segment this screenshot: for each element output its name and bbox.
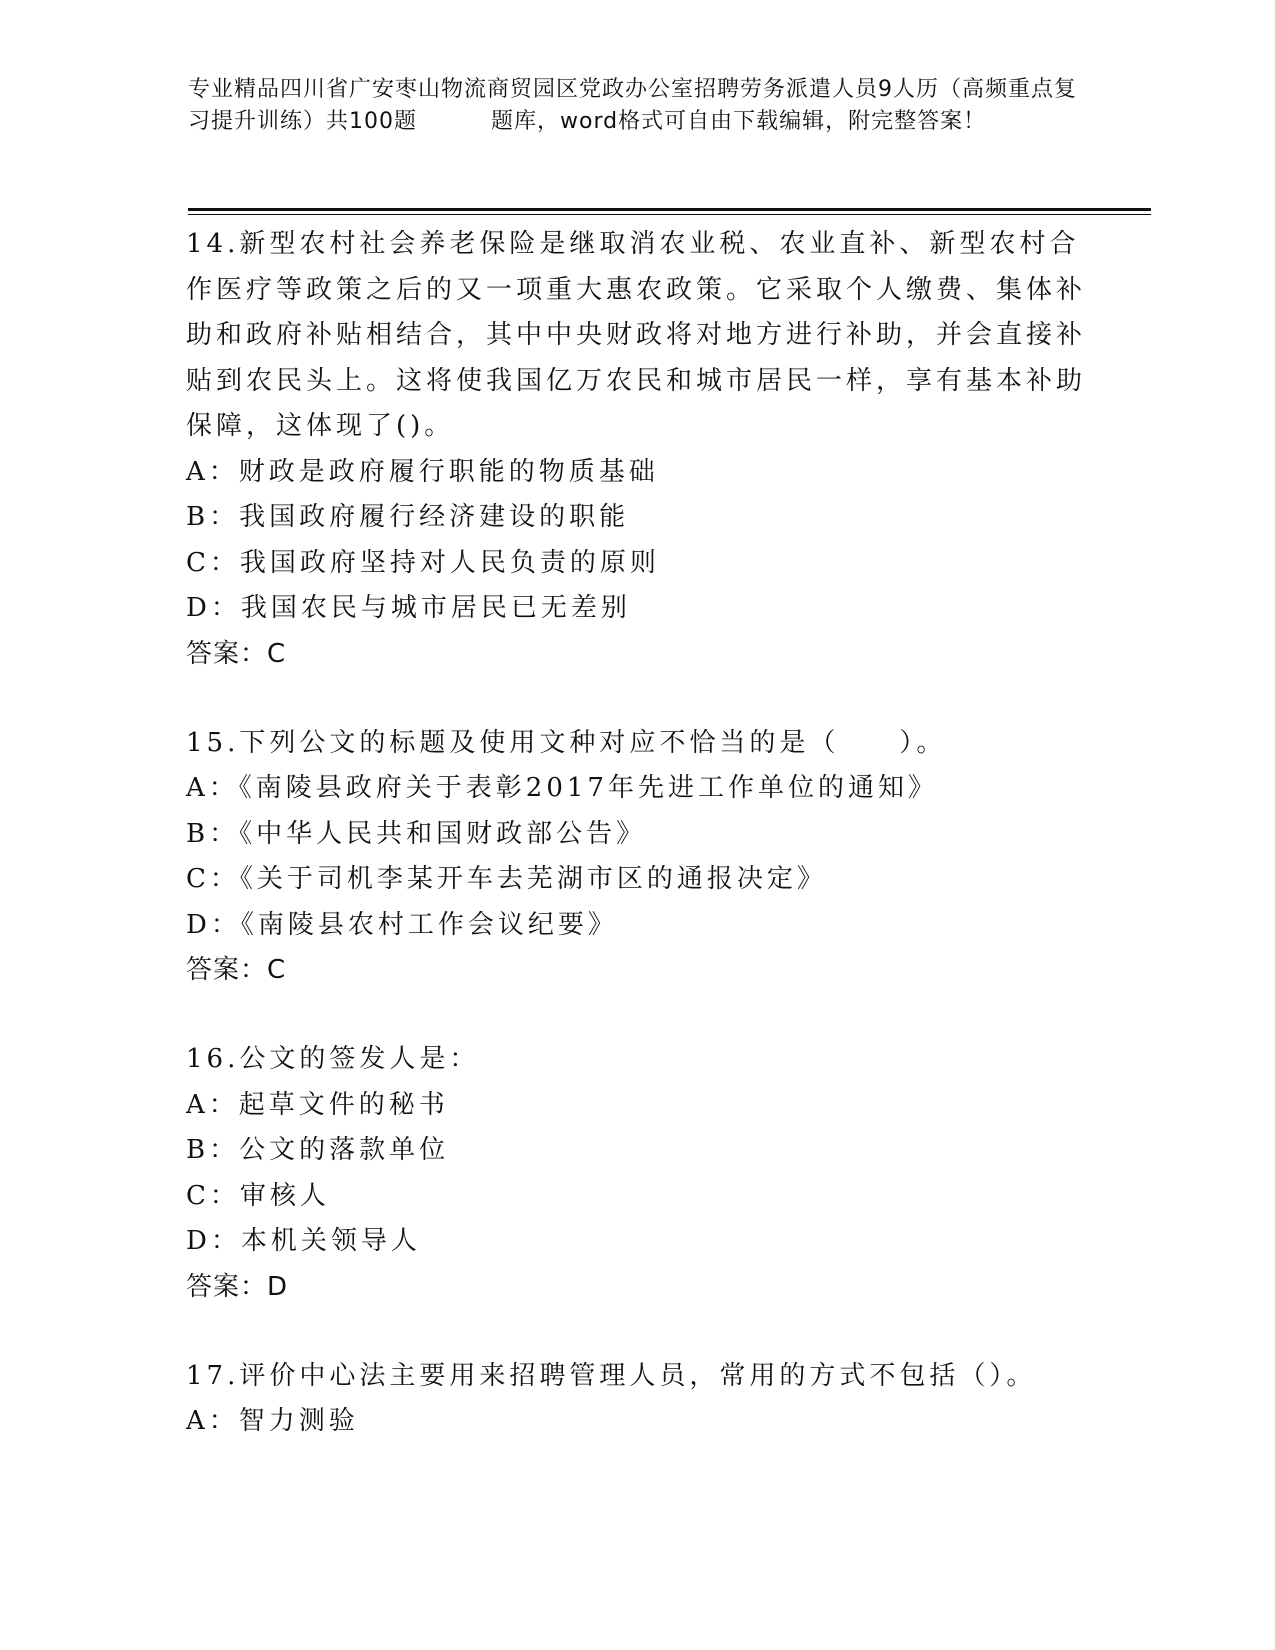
option-b: B：我国政府履行经济建设的职能 xyxy=(186,502,630,532)
option-b: B：《中华人民共和国财政部公告》 xyxy=(186,818,647,849)
option-c: C：《关于司机李某开车去芜湖市区的通报决定》 xyxy=(186,864,827,894)
answer: 答案：C xyxy=(186,955,287,985)
question-spacer xyxy=(186,993,1086,1037)
question-text: 14.新型农村社会养老保险是继取消农业税、农业直补、新型农村合作医疗等政策之后的又一项重大惠农政策。它采取个人缴费、集体补助和政府补贴相结合，其中中央财政将对地方进行补助，并会直接补贴到农民头上。这将使我国亿万农民和城市居民一样，享有基本补助保障，这体现了()。 xyxy=(186,229,1087,441)
question-text: 15.下列公文的标题及使用文种对应不恰当的是（ ）。 xyxy=(186,727,947,758)
option-b: B：公文的落款单位 xyxy=(186,1135,450,1165)
option-a: A：《南陵县政府关于表彰2017年先进工作单位的通知》 xyxy=(186,773,938,803)
option-a: A：起草文件的秘书 xyxy=(186,1089,449,1120)
option-c: C：审核人 xyxy=(186,1180,330,1211)
answer: 答案：D xyxy=(186,1271,289,1302)
question-17 xyxy=(186,1354,1086,1445)
header-divider-thin xyxy=(188,214,1151,215)
answer: 答案：C xyxy=(186,638,287,669)
question-14 xyxy=(186,222,1086,721)
header-subtitle: 题库，word格式可自由下载编辑，附完整答案！ xyxy=(491,109,987,134)
question-text: 16.公文的签发人是： xyxy=(186,1044,480,1074)
question-list xyxy=(186,222,1086,1445)
question-spacer xyxy=(186,677,1086,721)
option-d: D：我国农民与城市居民已无差别 xyxy=(186,593,631,623)
header-divider-thick xyxy=(188,208,1151,211)
question-16 xyxy=(186,1037,1086,1354)
question-text: 17.评价中心法主要用来招聘管理人员，常用的方式不包括（）。 xyxy=(186,1360,1037,1391)
header-title: 专业精品四川省广安枣山物流商贸园区党政办公室招聘劳务派遣人员9人历（高频重点复习提升训练）共100题 xyxy=(188,77,1077,134)
option-a: A：财政是政府履行职能的物质基础 xyxy=(186,456,659,487)
question-15 xyxy=(186,721,1086,1038)
option-c: C：我国政府坚持对人民负责的原则 xyxy=(186,547,660,578)
option-d: D：本机关领导人 xyxy=(186,1226,421,1256)
option-a: A：智力测验 xyxy=(186,1406,359,1436)
question-spacer xyxy=(186,1310,1086,1354)
option-d: D：《南陵县农村工作会议纪要》 xyxy=(186,909,618,940)
document-header xyxy=(188,74,1088,138)
